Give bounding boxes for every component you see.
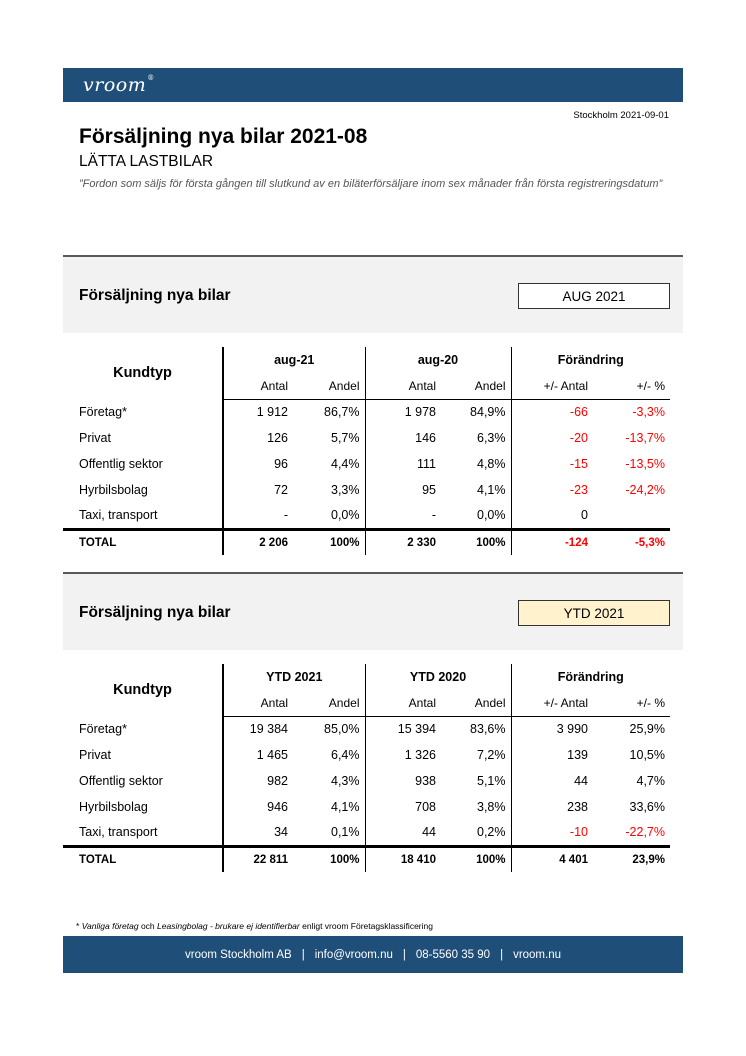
cell-change-pct: 4,7% (636, 774, 665, 788)
cell-andel-current: 0,0% (331, 508, 360, 523)
cell-change-pct (593, 503, 670, 529)
row-label: Privat (79, 748, 111, 762)
table-row (63, 477, 670, 503)
cell-antal-previous: 146 (365, 425, 441, 451)
row-label: Företag* (79, 405, 127, 419)
sub-andel: Andel (293, 373, 365, 399)
cell-andel-current: 0,1% (331, 825, 360, 840)
month-period-badge: AUG 2021 (518, 283, 670, 309)
row-label: Offentlig sektor (79, 457, 163, 471)
cell-antal-previous: - (365, 503, 441, 529)
cell-antal-current: - (223, 503, 293, 529)
cell-change-antal: -10 (511, 820, 593, 846)
row-label: Taxi, transport (79, 825, 158, 840)
table-row (63, 399, 670, 425)
cell-change-pct: -3,3% (632, 405, 665, 420)
sub-antal: Antal (223, 373, 293, 399)
cell-antal-current: 19 384 (223, 716, 293, 742)
table-row (63, 451, 670, 477)
group-previous: aug-20 (365, 347, 511, 373)
sub-antal: Antal (365, 373, 441, 399)
cell-change-antal: 0 (511, 503, 593, 529)
cell-antal-current: 96 (223, 451, 293, 477)
cell-andel-previous: 0,0% (477, 508, 506, 523)
cell-antal-current: 982 (223, 768, 293, 794)
cell-change-pct: 10,5% (629, 748, 665, 762)
cell-change-antal: 238 (511, 794, 593, 820)
cell-antal-previous: 111 (365, 451, 441, 477)
footer-bar (63, 936, 683, 973)
cell-change-antal: -15 (511, 451, 593, 477)
sub-change-pct: +/- % (593, 690, 670, 716)
ytd-section-header (63, 572, 683, 650)
cell-change-pct: -13,5% (625, 457, 665, 471)
group-change: Förändring (511, 664, 670, 690)
col-kundtyp: Kundtyp (113, 682, 172, 698)
cell-andel-current: 5,7% (331, 431, 360, 445)
cell-change-pct: 25,9% (629, 722, 665, 737)
cell-andel-previous: 83,6% (470, 722, 506, 737)
page-subtitle: LÄTTA LASTBILAR (79, 153, 214, 170)
table-row (63, 716, 670, 742)
footer-separator: | (402, 948, 406, 961)
group-current: aug-21 (223, 347, 365, 373)
cell-andel-previous: 84,9% (470, 405, 506, 420)
cell-change-antal: -66 (511, 399, 593, 425)
month-section (63, 255, 683, 555)
sub-andel: Andel (293, 690, 365, 716)
table-row (63, 742, 670, 768)
cell-andel-current: 6,4% (331, 748, 360, 762)
footer-phone: 08-5560 35 90 (415, 948, 491, 961)
sub-change-antal: +/- Antal (511, 690, 593, 716)
cell-andel-current: 3,3% (331, 483, 360, 497)
page-title: Försäljning nya bilar 2021-08 (79, 125, 368, 148)
cell-change-pct: 33,6% (629, 800, 665, 814)
footer-company: vroom Stockholm AB (184, 948, 292, 961)
cell-andel-current: 85,0% (324, 722, 360, 737)
row-label: Hyrbilsbolag (79, 800, 148, 814)
cell-change-antal: 44 (511, 768, 593, 794)
cell-andel-previous: 4,1% (477, 483, 506, 497)
top-banner (63, 68, 683, 102)
definition-quote: ”Fordon som säljs för första gången till slutkund av en biläterförsäljare inom sex månader från första registreringsdatum” (79, 178, 663, 190)
cell-antal-previous: 708 (365, 794, 441, 820)
cell-change-antal: -20 (511, 425, 593, 451)
row-label: Taxi, transport (79, 508, 158, 523)
total-row (63, 529, 670, 555)
ytd-period-badge: YTD 2021 (518, 600, 670, 626)
table-row (63, 425, 670, 451)
cell-antal-current: 1 465 (223, 742, 293, 768)
cell-andel-previous: 5,1% (477, 774, 506, 788)
total-ca: 4 401 (511, 846, 593, 872)
cell-antal-current: 72 (223, 477, 293, 503)
cell-andel-previous: 0,2% (477, 825, 506, 840)
footer-website[interactable]: vroom.nu (513, 948, 561, 961)
footer-separator: | (301, 948, 305, 961)
sub-change-antal: +/- Antal (511, 373, 593, 399)
cell-andel-previous: 4,8% (477, 457, 506, 471)
footnote: * Vanliga företag och Leasingbolag - brukare ej identifierbar enligt vroom Företagsklassificering (76, 921, 433, 931)
sub-andel: Andel (441, 373, 511, 399)
row-label: Hyrbilsbolag (79, 483, 148, 497)
total-ca: -124 (511, 529, 593, 555)
cell-change-pct: -13,7% (625, 431, 665, 445)
total-a2: 18 410 (365, 846, 441, 872)
cell-andel-current: 4,4% (331, 457, 360, 471)
cell-change-pct: -22,7% (625, 825, 665, 840)
page (63, 68, 683, 192)
month-table (63, 333, 670, 555)
total-row (63, 846, 670, 872)
col-kundtyp: Kundtyp (113, 365, 172, 381)
cell-antal-previous: 44 (365, 820, 441, 846)
cell-andel-previous: 3,8% (477, 800, 506, 814)
ytd-section-title: Försäljning nya bilar (79, 604, 231, 621)
cell-andel-current: 4,1% (331, 800, 360, 814)
vroom-logo: vroom® (83, 74, 155, 96)
cell-antal-current: 34 (223, 820, 293, 846)
sub-andel: Andel (441, 690, 511, 716)
footer-separator: | (500, 948, 504, 961)
cell-change-antal: 3 990 (511, 716, 593, 742)
group-current: YTD 2021 (223, 664, 365, 690)
report-date: Stockholm 2021-09-01 (573, 110, 669, 121)
total-cp: 23,9% (593, 846, 670, 872)
group-change: Förändring (511, 347, 670, 373)
row-label: Privat (79, 431, 111, 445)
cell-antal-current: 946 (223, 794, 293, 820)
total-p1: 100% (293, 529, 365, 555)
cell-antal-previous: 1 978 (365, 399, 441, 425)
row-label: Offentlig sektor (79, 774, 163, 788)
total-a1: 22 811 (223, 846, 293, 872)
cell-antal-previous: 938 (365, 768, 441, 794)
cell-change-antal: -23 (511, 477, 593, 503)
total-a1: 2 206 (223, 529, 293, 555)
sub-antal: Antal (365, 690, 441, 716)
table-row (63, 503, 670, 529)
total-label: TOTAL (63, 846, 223, 872)
cell-antal-previous: 15 394 (365, 716, 441, 742)
total-p2: 100% (441, 529, 511, 555)
cell-andel-current: 4,3% (331, 774, 360, 788)
total-cp: -5,3% (593, 529, 670, 555)
month-section-header (63, 255, 683, 333)
total-p2: 100% (441, 846, 511, 872)
cell-andel-previous: 7,2% (477, 748, 506, 762)
cell-antal-current: 126 (223, 425, 293, 451)
total-a2: 2 330 (365, 529, 441, 555)
total-p1: 100% (293, 846, 365, 872)
table-row (63, 768, 670, 794)
cell-change-antal: 139 (511, 742, 593, 768)
cell-antal-previous: 1 326 (365, 742, 441, 768)
cell-antal-current: 1 912 (223, 399, 293, 425)
sub-change-pct: +/- % (593, 373, 670, 399)
table-row (63, 794, 670, 820)
table-row (63, 820, 670, 846)
ytd-table (63, 650, 670, 872)
cell-andel-current: 86,7% (324, 405, 360, 420)
ytd-section (63, 572, 683, 872)
cell-change-pct: -24,2% (625, 483, 665, 497)
footer-email[interactable]: info@vroom.nu (314, 948, 393, 961)
group-previous: YTD 2020 (365, 664, 511, 690)
sub-antal: Antal (223, 690, 293, 716)
row-label: Företag* (79, 722, 127, 736)
cell-andel-previous: 6,3% (477, 431, 506, 445)
cell-antal-previous: 95 (365, 477, 441, 503)
month-section-title: Försäljning nya bilar (79, 287, 231, 304)
total-label: TOTAL (63, 529, 223, 555)
